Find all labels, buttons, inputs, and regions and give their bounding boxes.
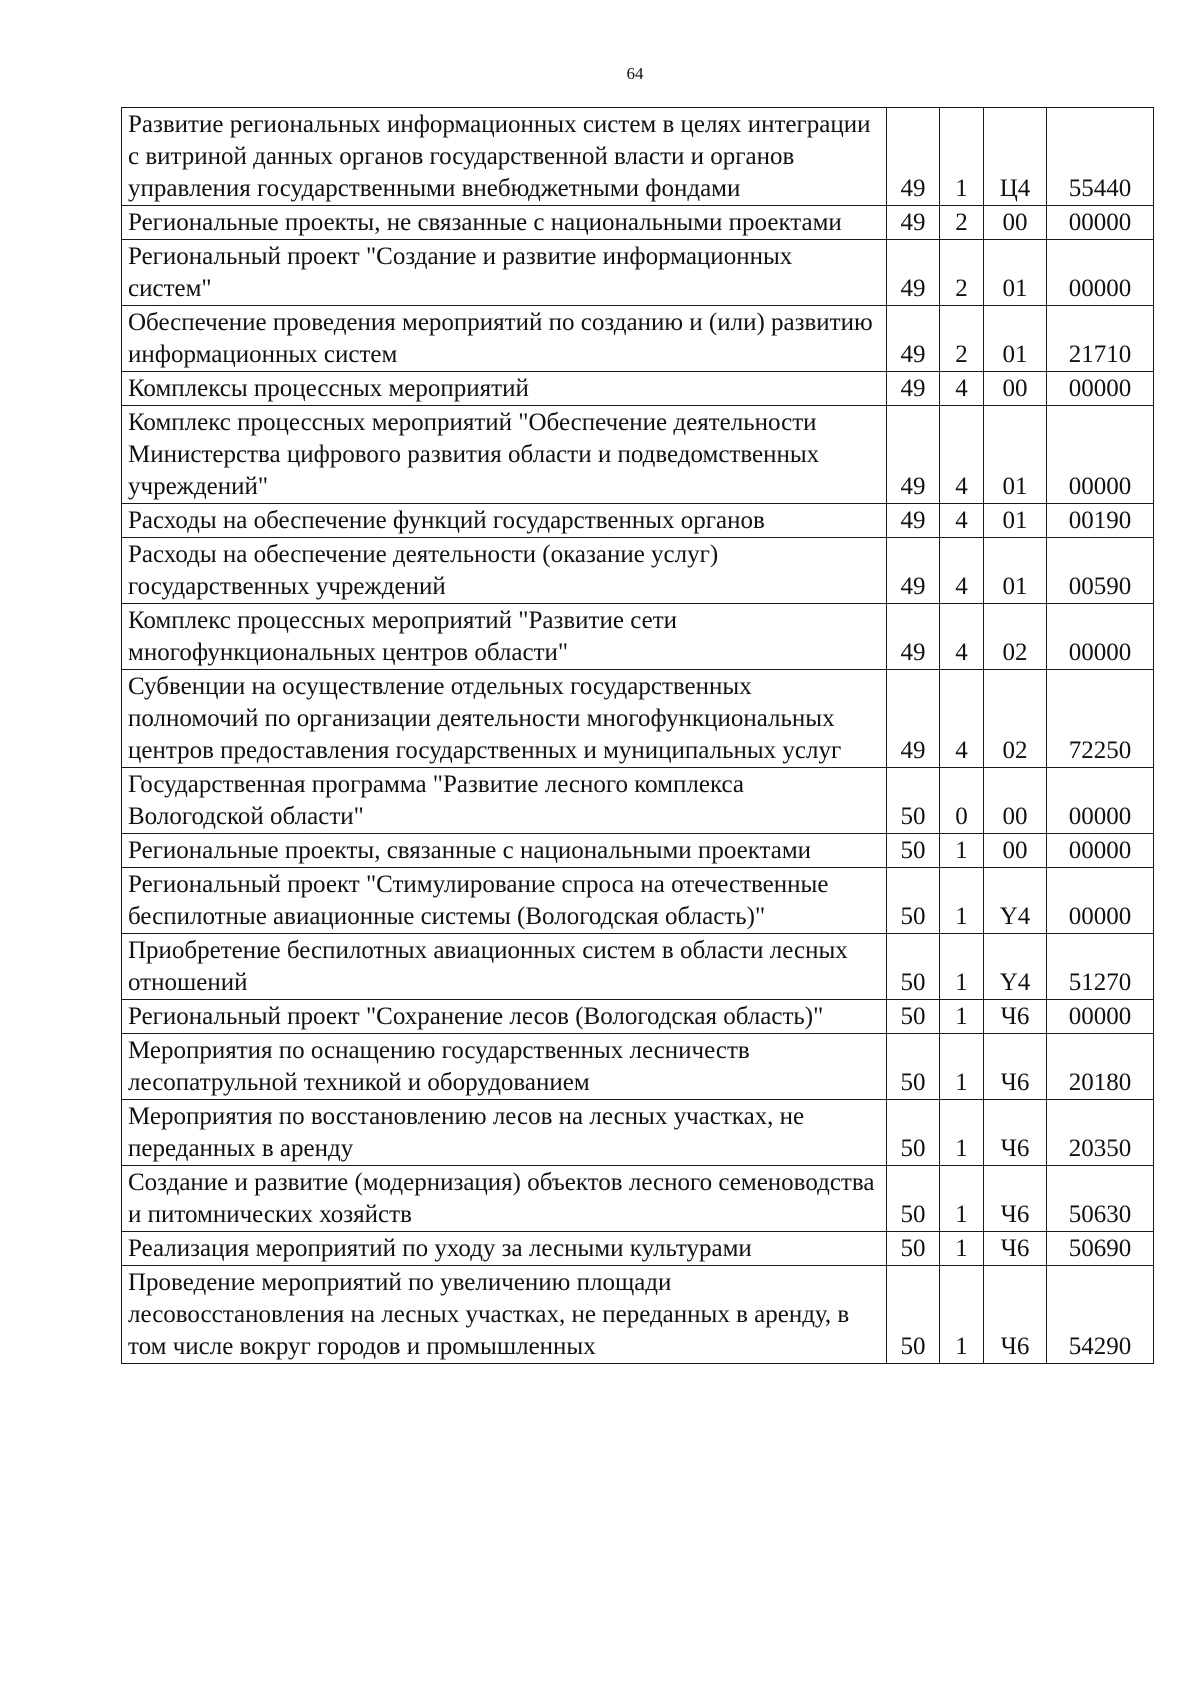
table-row: [122, 1166, 1154, 1232]
table-row: [122, 504, 1154, 538]
subprogram-code: 1: [940, 1034, 984, 1100]
row-description: Субвенции на осуществление отдельных государственных полномочий по организации деятельности многофункциональных центров предоставления государственных и муниципальных услуг: [122, 670, 887, 768]
subprogram-code: 4: [940, 604, 984, 670]
direction-code: 00000: [1047, 604, 1154, 670]
subprogram-code: 1: [940, 1266, 984, 1364]
program-code: 49: [887, 206, 940, 240]
direction-code: 00000: [1047, 834, 1154, 868]
row-description: Приобретение беспилотных авиационных систем в области лесных отношений: [122, 934, 887, 1000]
direction-code: 00000: [1047, 372, 1154, 406]
program-code: 49: [887, 108, 940, 206]
subprogram-code: 1: [940, 1000, 984, 1034]
direction-code: 20180: [1047, 1034, 1154, 1100]
row-description: Комплекс процессных мероприятий "Обеспечение деятельности Министерства цифрового развития области и подведомственных учреждений": [122, 406, 887, 504]
subprogram-code: 4: [940, 372, 984, 406]
program-code: 50: [887, 1100, 940, 1166]
direction-code: 00000: [1047, 406, 1154, 504]
program-code: 50: [887, 934, 940, 1000]
subprogram-code: 2: [940, 240, 984, 306]
subprogram-code: 1: [940, 1232, 984, 1266]
program-code: 50: [887, 768, 940, 834]
table-row: [122, 768, 1154, 834]
project-code: 01: [984, 240, 1047, 306]
direction-code: 00190: [1047, 504, 1154, 538]
row-description: Проведение мероприятий по увеличению площади лесовосстановления на лесных участках, не переданных в аренду, в том числе вокруг городов и промышленных: [122, 1266, 887, 1364]
subprogram-code: 1: [940, 868, 984, 934]
table-row: [122, 1000, 1154, 1034]
table-row: [122, 1232, 1154, 1266]
table-row: [122, 240, 1154, 306]
table-row: [122, 538, 1154, 604]
program-code: 50: [887, 1166, 940, 1232]
direction-code: 50630: [1047, 1166, 1154, 1232]
project-code: Ч6: [984, 1166, 1047, 1232]
row-description: Региональный проект "Стимулирование спроса на отечественные беспилотные авиационные системы (Вологодская область)": [122, 868, 887, 934]
direction-code: 21710: [1047, 306, 1154, 372]
subprogram-code: 2: [940, 306, 984, 372]
program-code: 50: [887, 1266, 940, 1364]
project-code: 01: [984, 406, 1047, 504]
project-code: Ц4: [984, 108, 1047, 206]
project-code: 01: [984, 504, 1047, 538]
table-row: [122, 604, 1154, 670]
row-description: Региональные проекты, связанные с национальными проектами: [122, 834, 887, 868]
row-description: Региональные проекты, не связанные с национальными проектами: [122, 206, 887, 240]
project-code: Ч6: [984, 1232, 1047, 1266]
program-code: 49: [887, 538, 940, 604]
program-code: 49: [887, 372, 940, 406]
table-body: [122, 108, 1154, 1364]
project-code: Y4: [984, 868, 1047, 934]
page-number: 64: [626, 64, 644, 83]
direction-code: 00590: [1047, 538, 1154, 604]
table-row: [122, 306, 1154, 372]
table-row: [122, 108, 1154, 206]
direction-code: 00000: [1047, 206, 1154, 240]
project-code: 01: [984, 306, 1047, 372]
table-row: [122, 934, 1154, 1000]
subprogram-code: 1: [940, 934, 984, 1000]
subprogram-code: 0: [940, 768, 984, 834]
direction-code: 54290: [1047, 1266, 1154, 1364]
subprogram-code: 4: [940, 538, 984, 604]
direction-code: 51270: [1047, 934, 1154, 1000]
project-code: 00: [984, 206, 1047, 240]
subprogram-code: 1: [940, 1100, 984, 1166]
row-description: Мероприятия по восстановлению лесов на лесных участках, не переданных в аренду: [122, 1100, 887, 1166]
subprogram-code: 4: [940, 406, 984, 504]
project-code: Ч6: [984, 1000, 1047, 1034]
project-code: 02: [984, 670, 1047, 768]
program-code: 50: [887, 834, 940, 868]
program-code: 50: [887, 1232, 940, 1266]
project-code: 00: [984, 372, 1047, 406]
program-code: 49: [887, 240, 940, 306]
budget-classification-table: [121, 107, 1154, 1364]
row-description: Мероприятия по оснащению государственных лесничеств лесопатрульной техникой и оборудованием: [122, 1034, 887, 1100]
row-description: Создание и развитие (модернизация) объектов лесного семеноводства и питомнических хозяйств: [122, 1166, 887, 1232]
direction-code: 55440: [1047, 108, 1154, 206]
program-code: 49: [887, 604, 940, 670]
subprogram-code: 1: [940, 834, 984, 868]
table-row: [122, 372, 1154, 406]
program-code: 49: [887, 504, 940, 538]
row-description: Региональный проект "Сохранение лесов (Вологодская область)": [122, 1000, 887, 1034]
direction-code: 00000: [1047, 240, 1154, 306]
project-code: Y4: [984, 934, 1047, 1000]
project-code: 00: [984, 834, 1047, 868]
project-code: Ч6: [984, 1100, 1047, 1166]
program-code: 49: [887, 406, 940, 504]
table-row: [122, 206, 1154, 240]
row-description: Расходы на обеспечение деятельности (оказание услуг) государственных учреждений: [122, 538, 887, 604]
row-description: Региональный проект "Создание и развитие информационных систем": [122, 240, 887, 306]
row-description: Реализация мероприятий по уходу за лесными культурами: [122, 1232, 887, 1266]
subprogram-code: 1: [940, 1166, 984, 1232]
row-description: Государственная программа "Развитие лесного комплекса Вологодской области": [122, 768, 887, 834]
direction-code: 50690: [1047, 1232, 1154, 1266]
program-code: 50: [887, 868, 940, 934]
subprogram-code: 4: [940, 504, 984, 538]
project-code: 02: [984, 604, 1047, 670]
row-description: Обеспечение проведения мероприятий по созданию и (или) развитию информационных систем: [122, 306, 887, 372]
project-code: Ч6: [984, 1034, 1047, 1100]
table-row: [122, 670, 1154, 768]
direction-code: 00000: [1047, 1000, 1154, 1034]
table-row: [122, 834, 1154, 868]
program-code: 49: [887, 306, 940, 372]
program-code: 49: [887, 670, 940, 768]
project-code: 00: [984, 768, 1047, 834]
subprogram-code: 4: [940, 670, 984, 768]
subprogram-code: 1: [940, 108, 984, 206]
table-row: [122, 1100, 1154, 1166]
project-code: 01: [984, 538, 1047, 604]
table-row: [122, 1266, 1154, 1364]
row-description: Развитие региональных информационных систем в целях интеграции с витриной данных органов государственной власти и органов управления государственными внебюджетными фондами: [122, 108, 887, 206]
program-code: 50: [887, 1000, 940, 1034]
row-description: Расходы на обеспечение функций государственных органов: [122, 504, 887, 538]
table-row: [122, 406, 1154, 504]
row-description: Комплексы процессных мероприятий: [122, 372, 887, 406]
row-description: Комплекс процессных мероприятий "Развитие сети многофункциональных центров области": [122, 604, 887, 670]
subprogram-code: 2: [940, 206, 984, 240]
program-code: 50: [887, 1034, 940, 1100]
direction-code: 00000: [1047, 768, 1154, 834]
direction-code: 00000: [1047, 868, 1154, 934]
project-code: Ч6: [984, 1266, 1047, 1364]
table-row: [122, 1034, 1154, 1100]
direction-code: 20350: [1047, 1100, 1154, 1166]
direction-code: 72250: [1047, 670, 1154, 768]
table-row: [122, 868, 1154, 934]
